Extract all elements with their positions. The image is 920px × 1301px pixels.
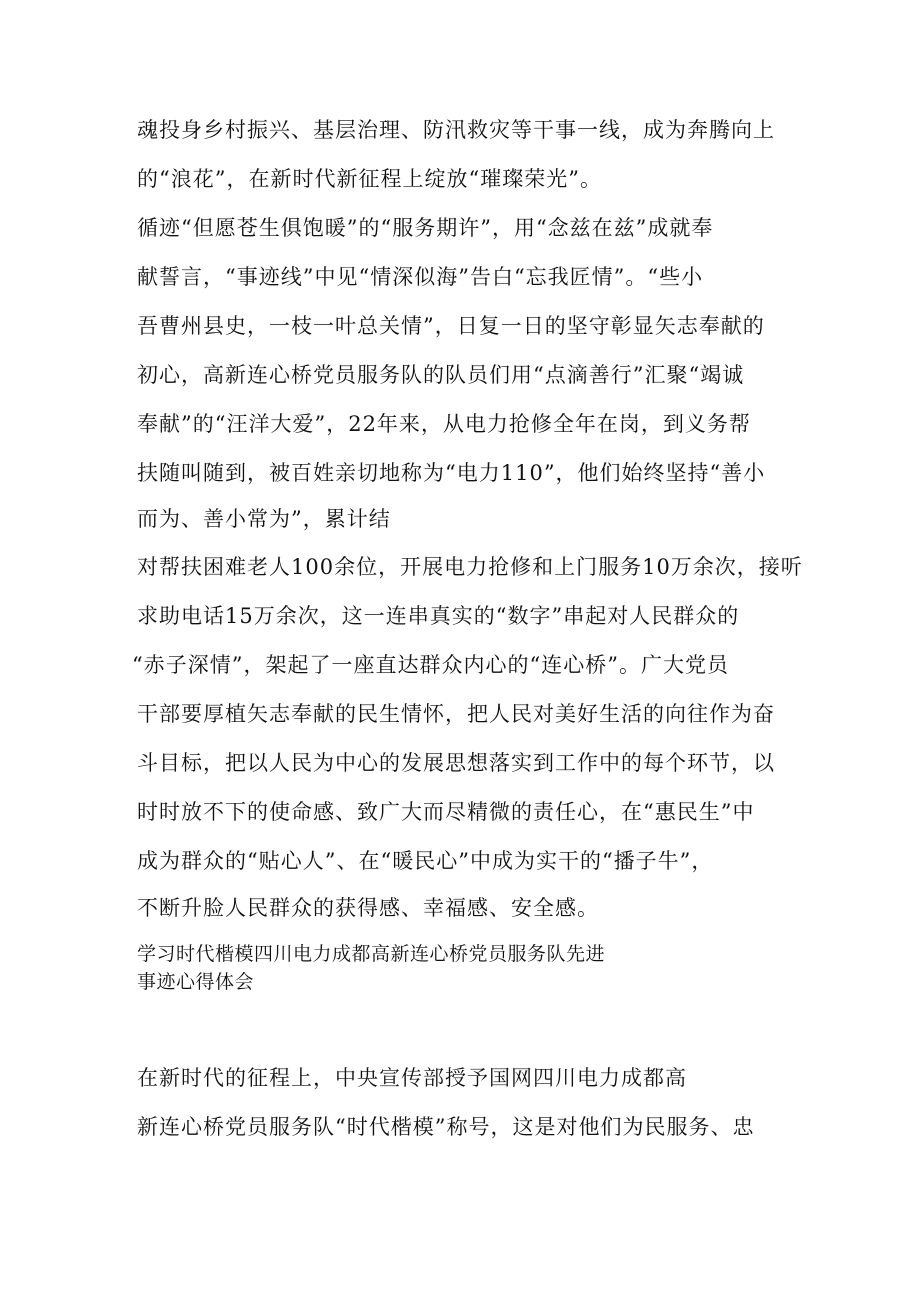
paragraph-3-line-4: 干部要厚植矢志奉献的民生情怀，把人民对美好生活的向往作为奋 xyxy=(137,702,775,726)
paragraph-3-line-1: 对帮扶困难老人100余位，开展电力抢修和上门服务10万余次，接听 xyxy=(137,555,803,579)
paragraph-4-line-2: 新连心桥党员服务队“时代楷模”称号，这是对他们为民服务、忠 xyxy=(137,1115,755,1139)
paragraph-3-line-3: “赤子深情”，架起了一座直达群众内心的“连心桥”。广大党员 xyxy=(132,653,729,677)
paragraph-3-line-7: 成为群众的“贴心人”、在“暖民心”中成为实干的“播子牛”， xyxy=(137,849,714,873)
paragraph-2-line-5: 奉献”的“汪洋大爱”，22年来，从电力抢修全年在岗，到义务帮 xyxy=(137,412,751,436)
paragraph-1-line-1: 魂投身乡村振兴、基层治理、防汛救灾等干事一线，成为奔腾向上 xyxy=(137,118,775,142)
paragraph-4-line-1: 在新时代的征程上，中央宣传部授予国网四川电力成都高 xyxy=(137,1066,687,1090)
article-title-line-2: 事迹心得体会 xyxy=(137,971,255,993)
paragraph-3-line-8: 不断升脸人民群众的获得感、幸福感、安全感。 xyxy=(137,896,599,920)
paragraph-2-line-7: 而为、善小常为”，累计结 xyxy=(137,507,391,531)
paragraph-1-line-2: 的“浪花”，在新时代新征程上绽放“璀璨荣光”。 xyxy=(137,167,602,191)
paragraph-2-line-6: 扶随叫随到，被百姓亲切地称为“电力110”，他们始终坚持“善小 xyxy=(137,461,766,485)
paragraph-2-line-2: 献誓言，“事迹线”中见“情深似海”告白“忘我匠情”。“些小 xyxy=(137,265,704,289)
article-title-line-1: 学习时代楷模四川电力成都高新连心桥党员服务队先进 xyxy=(137,943,606,965)
paragraph-3-line-2: 求助电话15万余次，这一连串真实的“数字”串起对人民群众的 xyxy=(137,604,740,628)
paragraph-3-line-5: 斗目标，把以人民为中心的发展思想落实到工作中的每个环节，以 xyxy=(137,751,775,775)
paragraph-2-line-3: 吾曹州县史，一枝一叶总关情”，日复一日的坚守彰显矢志奉献的 xyxy=(137,314,765,338)
paragraph-2-line-4: 初心，高新连心桥党员服务队的队员们用“点滴善行”汇聚“竭诚 xyxy=(137,363,745,387)
paragraph-3-line-6: 时时放不下的使命感、致广大而尽精微的责任心，在“惠民生”中 xyxy=(137,800,755,824)
paragraph-2-line-1: 循迹“但愿苍生俱饱暖”的“服务期许”，用“念兹在兹”成就奉 xyxy=(137,216,714,240)
